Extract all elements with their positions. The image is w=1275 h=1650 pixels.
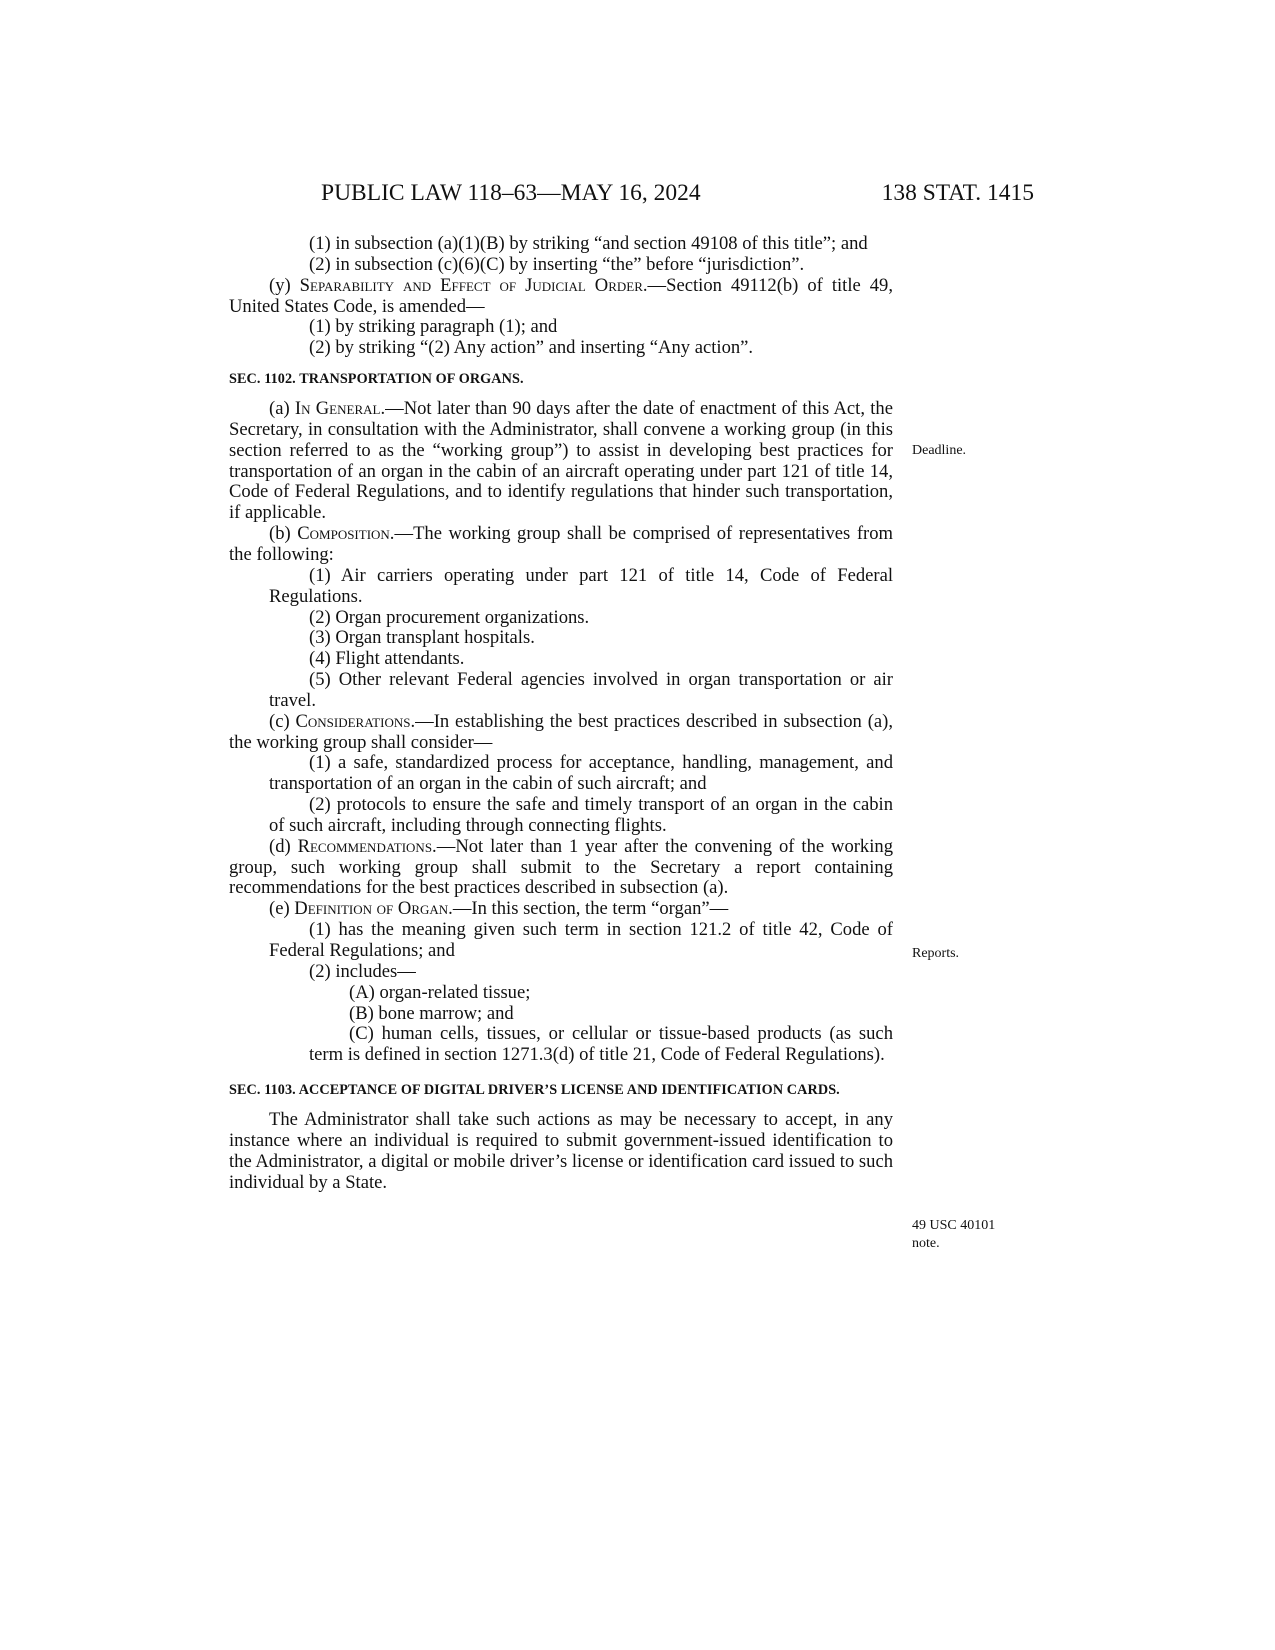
subsection-e-heading: Definition of Organ.: [294, 898, 453, 920]
margin-note-usc-line1: 49 USC 40101: [912, 1218, 996, 1233]
subsection-b-heading: Composition.: [297, 523, 395, 545]
section-1103-text: The Administrator shall take such actions as may be necessary to accept, in any instance where an individual is required to submit government-issued identification to the Administrator, a digital or mobile driver’s license or identification card issued to such individual by a State.: [229, 1109, 893, 1193]
subparagraph-eA: (A) organ-related tissue;: [349, 981, 531, 1003]
paragraph-e2: (2) includes—: [309, 960, 416, 982]
paragraph-c1: (1) a safe, standardized process for acceptance, handling, management, and transportation of an organ in the cabin of such aircraft; and: [269, 752, 893, 795]
paragraph-x2: (2) in subsection (c)(6)(C) by inserting “the” before “jurisdiction”.: [309, 253, 805, 275]
page-body: [229, 234, 893, 1193]
paragraph-b1: (1) Air carriers operating under part 121 of title 14, Code of Federal Regulations.: [269, 564, 893, 607]
page-header: [0, 180, 1275, 210]
statute-citation: 138 STAT. 1415: [881, 180, 1034, 206]
subsection-e-text: —In this section, the term “organ”—: [452, 898, 729, 920]
subsection-c: [229, 712, 893, 754]
subsection-e: [229, 899, 893, 920]
running-head: PUBLIC LAW 118–63—MAY 16, 2024: [321, 180, 701, 206]
subsection-a-text: —Not later than 90 days after the date of enactment of this Act, the Secretary, in consultation with the Administrator, shall convene a working group (in this section referred to as the “working group”) to assist in developing best practices for transportation of an organ in the cabin of an aircraft operating under part 121 of title 14, Code of Federal Regulations, and to identify regulations that hinder such transportation, if applicable.: [229, 398, 893, 524]
subsection-b-label: (b): [269, 523, 298, 545]
subsection-d-text: —Not later than 1 year after the convening of the working group, such working group shall submit to the Secretary a report containing recommendations for the best practices described in subsection (a).: [229, 835, 893, 899]
paragraph-b2: (2) Organ procurement organizations.: [309, 606, 590, 628]
subsection-c-label: (c): [269, 710, 296, 732]
subsection-b: [229, 524, 893, 566]
subparagraph-eC: (C) human cells, tissues, or cellular or tissue-based products (as such term is defined in section 1271.3(d) of title 21, Code of Federal Regulations).: [309, 1023, 893, 1066]
margin-note-deadline: Deadline.: [912, 443, 967, 458]
paragraph-b3: (3) Organ transplant hospitals.: [309, 627, 535, 649]
margin-note-usc: [912, 1217, 995, 1253]
subsection-d-label: (d): [269, 835, 298, 857]
subsection-a: [229, 399, 893, 524]
paragraph-c2: (2) protocols to ensure the safe and timely transport of an organ in the cabin of such aircraft, including through connecting flights.: [269, 794, 893, 836]
subsection-a-label: (a): [269, 398, 295, 420]
subsection-y-label: (y): [269, 274, 300, 296]
subparagraph-eB: (B) bone marrow; and: [349, 1002, 514, 1024]
paragraph-b5: (5) Other relevant Federal agencies involved in organ transportation or air travel.: [269, 669, 893, 711]
subsection-e-label: (e): [269, 898, 295, 920]
paragraph-y1: (1) by striking paragraph (1); and: [309, 316, 558, 338]
margin-note-usc-line2: note.: [912, 1236, 940, 1251]
subsection-d: [229, 837, 893, 900]
paragraph-b4: (4) Flight attendants.: [309, 648, 465, 670]
paragraph-e1: (1) has the meaning given such term in section 121.2 of title 42, Code of Federal Regulations; and: [269, 919, 893, 961]
subsection-y: [229, 276, 893, 318]
subsection-c-text: —In establishing the best practices described in subsection (a), the working group shall consider—: [229, 710, 893, 753]
section-1102-heading: SEC. 1102. TRANSPORTATION OF ORGANS.: [229, 371, 524, 388]
paragraph-y2: (2) by striking “(2) Any action” and inserting “Any action”.: [309, 337, 754, 359]
paragraph-x1: (1) in subsection (a)(1)(B) by striking “and section 49108 of this title”; and: [309, 233, 868, 254]
subsection-b-text: —The working group shall be comprised of representatives from the following:: [229, 523, 893, 565]
section-1103-heading: SEC. 1103. ACCEPTANCE OF DIGITAL DRIVER’S LICENSE AND IDENTIFICATION CARDS.: [229, 1082, 840, 1099]
subsection-a-heading: In General.: [294, 398, 386, 420]
margin-note-reports: Reports.: [912, 946, 960, 961]
subsection-c-heading: Considerations.: [295, 710, 416, 732]
subsection-y-heading: Separability and Effect of Judicial Order.: [299, 274, 648, 296]
subsection-d-heading: Recommendations.: [297, 835, 437, 857]
subsection-y-text: —Section 49112(b) of title 49, United States Code, is amended—: [229, 274, 893, 317]
